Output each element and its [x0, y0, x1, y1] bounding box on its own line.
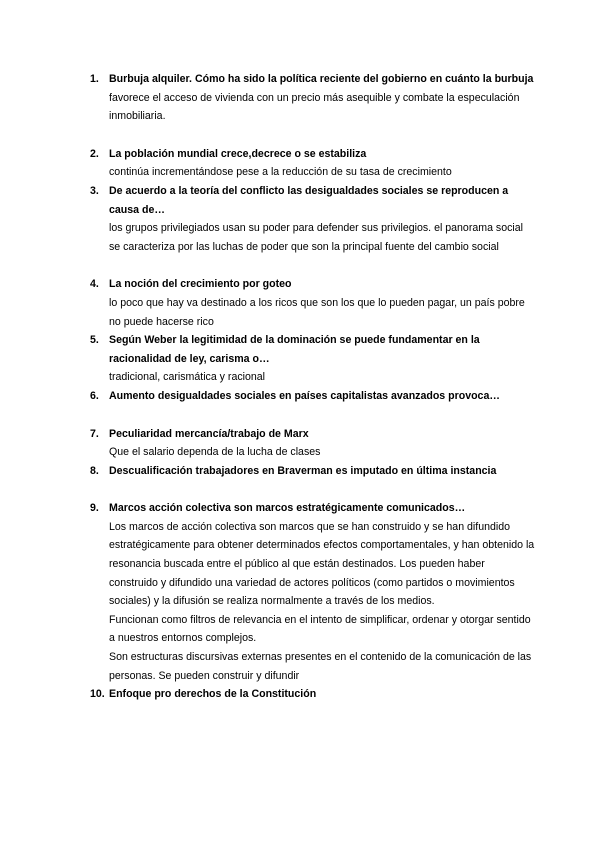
question-item-9 — [90, 499, 535, 685]
question-number: 1. — [90, 73, 99, 85]
answer-text: continúa incrementándose pese a la reducción de su tasa de crecimiento — [109, 166, 452, 179]
answer-text: favorece el acceso de vivienda con un precio más asequible y combate la especulación inmobiliaria. — [109, 91, 520, 123]
answer-text: los grupos privilegiados usan su poder para defender sus privilegios. el panorama social se caracteriza por las luchas de poder que son la principal fuente del cambio social — [109, 222, 523, 253]
question-item-3 — [90, 182, 535, 256]
question-text: Descualificación trabajadores en Braverman es imputado en última instancia — [109, 464, 497, 477]
question-number: 7. — [90, 427, 99, 440]
answer-text: tradicional, carismática y racional — [109, 371, 266, 384]
question-item-4 — [90, 275, 535, 331]
answer-paragraph: Los marcos de acción colectiva son marcos que se han construido y se han difundido estratégicamente para obtener determinados efectos comportamentales, y han obtenido la resonancia buscada entre el público al que están destinados. Los pueden haber construido y difundido una variedad de actores políticos (como partidos o movimientos sociales) y la difusión se realiza normalmente a través de los medios. — [109, 520, 535, 608]
question-number: 5. — [90, 334, 99, 347]
question-number: 8. — [90, 464, 99, 477]
question-item-10 — [90, 685, 535, 704]
answer-text: lo poco que hay va destinado a los ricos que son los que lo pueden pagar, un país pobre no puede hacerse rico — [109, 296, 525, 328]
question-text: Peculiaridad mercancía/trabajo de Marx — [109, 427, 309, 440]
question-number: 10. — [90, 688, 105, 701]
question-item-2 — [90, 145, 535, 182]
question-list — [90, 70, 535, 704]
question-text: La noción del crecimiento por goteo — [109, 278, 292, 291]
question-text: Burbuja alquiler. Cómo ha sido la política reciente del gobierno en cuánto la burbuja — [109, 73, 534, 85]
question-number: 4. — [90, 278, 99, 291]
question-text: De acuerdo a la teoría del conflicto las desigualdades sociales se reproducen a causa de… — [109, 184, 509, 216]
question-item-1 — [90, 70, 535, 126]
question-number: 6. — [90, 389, 99, 402]
question-text: Marcos acción colectiva son marcos estratégicamente comunicados… — [109, 502, 466, 515]
question-text: La población mundial crece,decrece o se estabiliza — [109, 147, 367, 160]
question-number: 3. — [90, 184, 99, 197]
question-text: Enfoque pro derechos de la Constitución — [109, 688, 317, 701]
question-item-6 — [90, 387, 535, 406]
question-text: Aumento desigualdades sociales en países capitalistas avanzados provoca… — [109, 389, 500, 402]
question-item-7 — [90, 425, 535, 462]
answer-paragraph: Son estructuras discursivas externas presentes en el contenido de la comunicación de las personas. Se pueden construir y difundir — [109, 651, 532, 682]
question-text: Según Weber la legitimidad de la dominación se puede fundamentar en la racionalidad de ley, carisma o… — [109, 334, 480, 365]
question-number: 9. — [90, 502, 99, 515]
question-number: 2. — [90, 147, 99, 160]
question-item-8 — [90, 462, 535, 481]
question-item-5 — [90, 331, 535, 387]
answer-text: Que el salario dependa de la lucha de clases — [109, 446, 321, 459]
answer-paragraph: Funcionan como filtros de relevancia en el intento de simplificar, ordenar y otorgar sentido a nuestros entornos complejos. — [109, 613, 531, 645]
